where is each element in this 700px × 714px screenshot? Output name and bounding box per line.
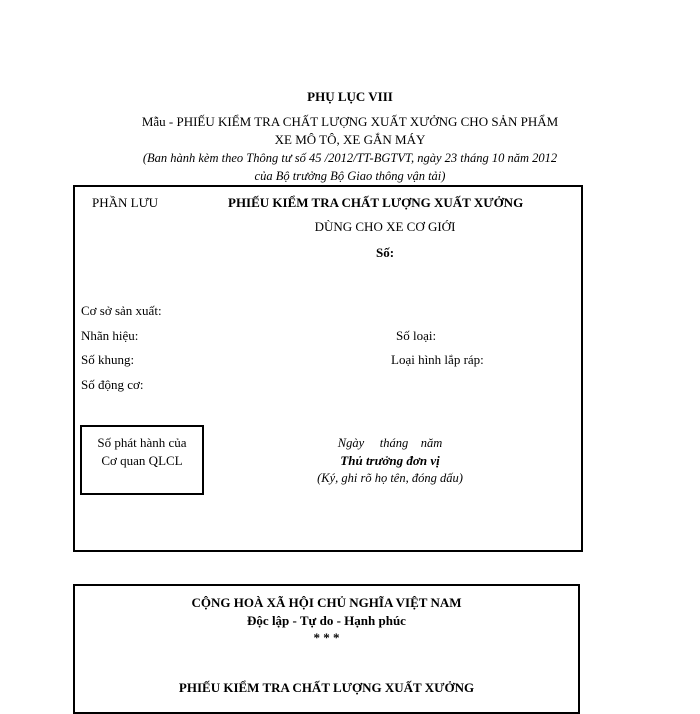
national-title: CỘNG HOÀ XÃ HỘI CHỦ NGHĨA VIỆT NAM: [191, 595, 462, 610]
stub-form-subtitle: DÙNG CHO XE CƠ GIỚI: [314, 219, 456, 234]
issuer-box-line2: Cơ quan QLCL: [101, 453, 183, 468]
signature-head-title: Thủ trưởng đơn vị: [340, 453, 440, 468]
assembly-type-field-label: Loại hình lắp ráp:: [391, 352, 484, 367]
appendix-note-line2: của Bộ trưởng Bộ Giao thông vận tải): [254, 169, 446, 183]
appendix-subtitle-line2: XE MÔ TÔ, XE GẮN MÁY: [274, 132, 426, 147]
stub-section-label: PHẦN LƯU: [92, 195, 159, 210]
appendix-subtitle-line1: Mẫu - PHIẾU KIỂM TRA CHẤT LƯỢNG XUẤT XƯỞNG CHO SẢN PHẨM: [141, 114, 559, 129]
stub-form-title: PHIẾU KIỂM TRA CHẤT LƯỢNG XUẤT XƯỞNG: [228, 195, 524, 210]
stub-form-box: [73, 185, 583, 552]
issuer-box-line1: Số phát hành của: [97, 435, 187, 450]
stub-number-label: Số:: [375, 245, 395, 260]
brand-field-label: Nhãn hiệu:: [81, 328, 139, 343]
signature-instruction: (Ký, ghi rõ họ tên, đóng dấu): [317, 471, 463, 485]
engine-number-field-label: Số động cơ:: [81, 377, 144, 392]
national-motto: Độc lập - Tự do - Hạnh phúc: [247, 613, 406, 628]
manufacturer-field-label: Cơ sở sản xuất:: [81, 303, 162, 318]
motto-separator: * * *: [313, 630, 340, 645]
signature-date: Ngày tháng năm: [337, 436, 443, 450]
frame-number-field-label: Số khung:: [81, 352, 135, 367]
appendix-note-line1: (Ban hành kèm theo Thông tư số 45 /2012/TT-BGTVT, ngày 23 tháng 10 năm 2012: [142, 151, 558, 165]
appendix-title: PHỤ LỤC VIII: [307, 89, 393, 104]
model-code-field-label: Số loại:: [396, 328, 437, 343]
certificate-form-title: PHIẾU KIỂM TRA CHẤT LƯỢNG XUẤT XƯỞNG: [178, 680, 475, 695]
